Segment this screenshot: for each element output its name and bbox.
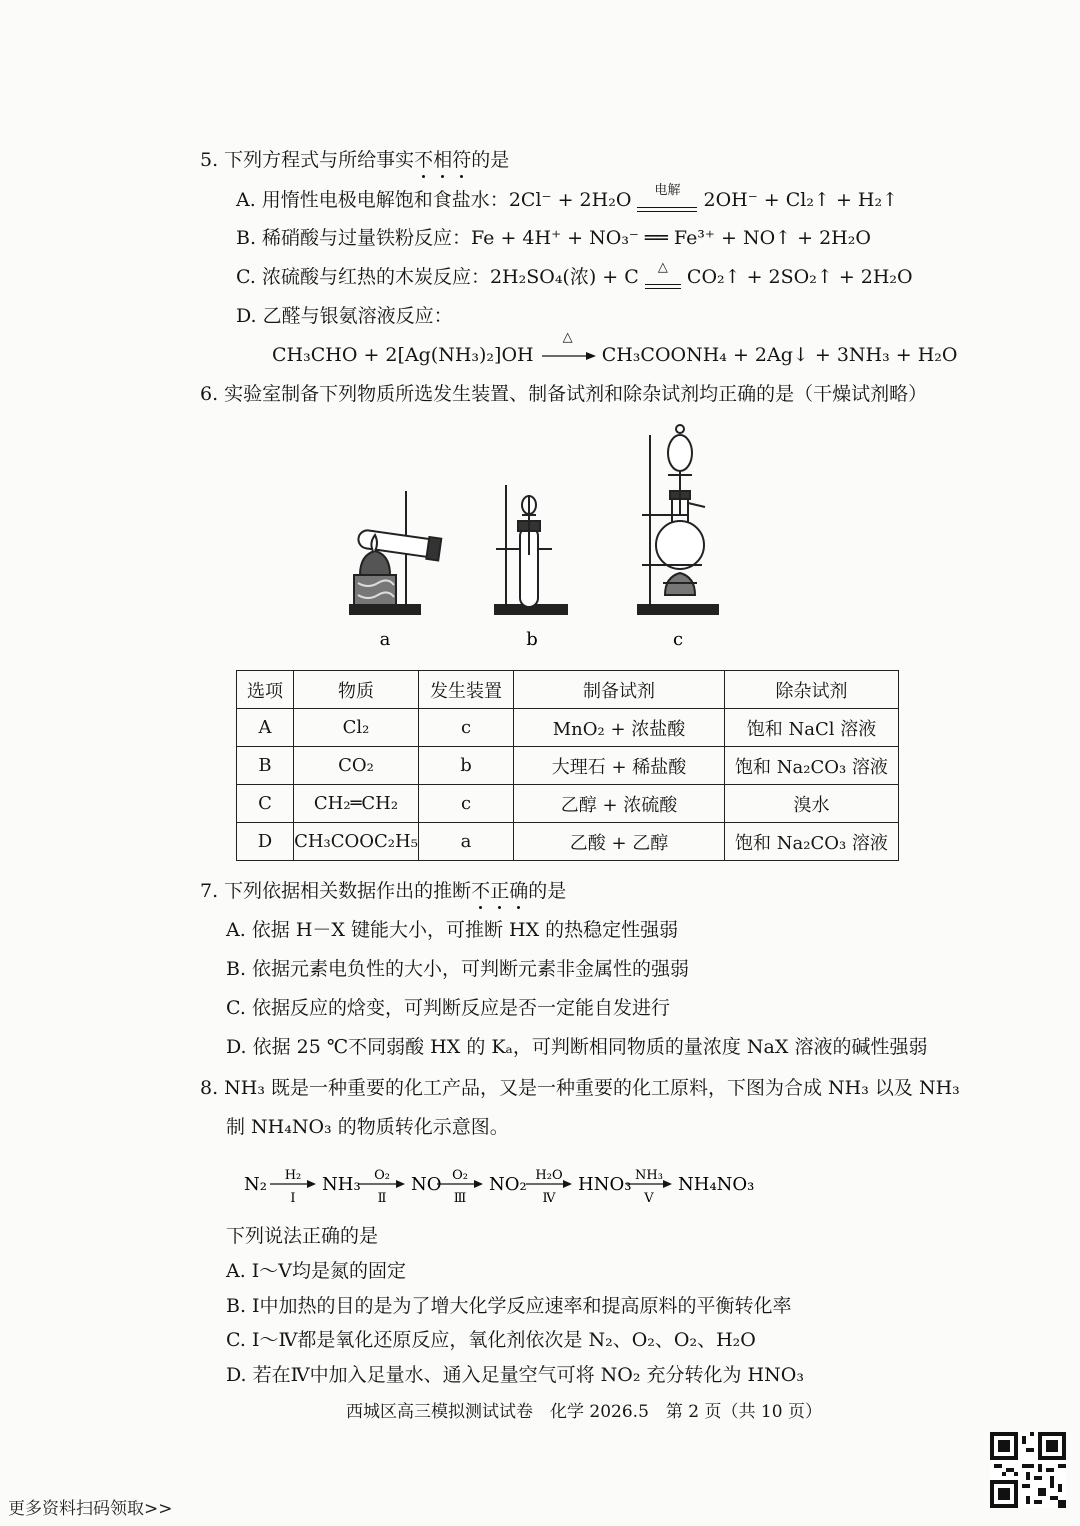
scheme-step-label: Ⅴ (644, 1191, 654, 1206)
table-cell: 乙酸 + 乙醇 (514, 823, 725, 861)
q5-option-a: A. 用惰性电极电解饱和食盐水：2Cl⁻ + 2H₂O 电解 2OH⁻ + Cl₂↑ + H₂↑ (236, 183, 899, 211)
q7-option-a: A. 依据 H－X 键能大小，可推断 HX 的热稳定性强弱 (226, 919, 679, 941)
table-row (237, 785, 899, 823)
q7-option-c: C. 依据反应的焓变，可判断反应是否一定能自发进行 (226, 997, 670, 1019)
scheme-species: NH₃ (322, 1174, 361, 1195)
table-cell: a (419, 823, 514, 861)
q5-c-condition: △ (645, 273, 681, 289)
table-cell: MnO₂ + 浓盐酸 (514, 709, 725, 747)
q5-option-b: B. 稀硝酸与过量铁粉反应：Fe + 4H⁺ + NO₃⁻ ══ Fe³⁺ + NO↑ + 2H₂O (236, 227, 871, 249)
scheme-species: NH₄NO₃ (678, 1174, 755, 1195)
scheme-arrowhead-icon (563, 1180, 572, 1188)
scheme-species: NO (411, 1174, 442, 1195)
table-cell: A (237, 709, 294, 747)
q7-emphasis: 不正确 (471, 880, 529, 902)
q5-option-d: D. 乙醛与银氨溶液反应： (236, 305, 453, 327)
scheme-species: NO₂ (489, 1174, 527, 1195)
table-cell: 大理石 + 稀盐酸 (514, 747, 725, 785)
table-cell: c (419, 785, 514, 823)
q5-d-arrow: △ (540, 343, 596, 367)
scheme-arrowhead-icon (307, 1180, 316, 1188)
apparatus-label-b: b (526, 629, 538, 650)
q7-option-d: D. 依据 25 ℃不同弱酸 HX 的 Kₐ，可判断相同物质的量浓度 NaX 溶液的碱性强弱 (226, 1036, 928, 1058)
table-cell: c (419, 709, 514, 747)
scheme-reagent: O₂ (452, 1168, 468, 1183)
table-cell: D (237, 823, 294, 861)
promo-link[interactable]: 更多资料扫码领取>> (8, 1499, 173, 1519)
q5-option-c: C. 浓硫酸与红热的木炭反应：2H₂SO₄(浓) + C △ CO₂↑ + 2SO₂↑ + 2H₂O (236, 260, 913, 288)
table-cell: 饱和 Na₂CO₃ 溶液 (725, 823, 899, 861)
conversion-scheme (244, 1158, 784, 1206)
qr-code-icon (990, 1432, 1066, 1508)
table-header-row (237, 671, 899, 709)
scheme-arrowhead-icon (474, 1180, 483, 1188)
q7-stem: 7. 下列依据相关数据作出的推断不正确的是 (200, 880, 567, 902)
scheme-reagent: O₂ (374, 1168, 390, 1183)
table-row (237, 823, 899, 861)
scheme-step-label: Ⅱ (377, 1191, 387, 1206)
q6-stem: 6. 实验室制备下列物质所选发生装置、制备试剂和除杂试剂均正确的是（干燥试剂略） (200, 383, 928, 405)
table-header: 发生装置 (419, 671, 514, 709)
scheme-arrowhead-icon (396, 1180, 405, 1188)
q8-option-d: D. 若在Ⅳ中加入足量水、通入足量空气可将 NO₂ 充分转化为 HNO₃ (226, 1364, 804, 1386)
apparatus-b (495, 485, 567, 614)
table-cell: CO₂ (294, 747, 419, 785)
apparatus-a (350, 491, 441, 614)
table-cell: CH₂═CH₂ (294, 785, 419, 823)
table-cell: CH₃COOC₂H₅ (294, 823, 419, 861)
qr-code[interactable] (990, 1432, 1066, 1508)
scheme-step-label: Ⅰ (290, 1191, 296, 1206)
q7-option-b: B. 依据元素电负性的大小，可判断元素非金属性的强弱 (226, 958, 690, 980)
q8-option-c: C. Ⅰ～Ⅳ都是氧化还原反应，氧化剂依次是 N₂、O₂、O₂、H₂O (226, 1329, 756, 1351)
table-cell: B (237, 747, 294, 785)
q5-stem: 5. 下列方程式与所给事实不相符的是 (200, 149, 510, 171)
apparatus-label-c: c (672, 629, 684, 650)
table-row (237, 709, 899, 747)
apparatus-label-a: a (379, 629, 391, 650)
scheme-reagent: NH₃ (635, 1168, 663, 1183)
q8-option-b: B. Ⅰ中加热的目的是为了增大化学反应速率和提高原料的平衡转化率 (226, 1295, 792, 1317)
scheme-reagent: H₂O (535, 1168, 563, 1183)
table-row (237, 747, 899, 785)
q5-emphasis: 不相符 (414, 149, 472, 171)
q8-stem-line1: 8. NH₃ 既是一种重要的化工产品，又是一种重要的化工原料，下图为合成 NH₃ 以及 NH₃ (200, 1077, 960, 1099)
apparatus-c (638, 425, 718, 614)
q8-stem-line2: 制 NH₄NO₃ 的物质转化示意图。 (226, 1116, 509, 1138)
table-header: 物质 (294, 671, 419, 709)
page-footer: 西城区高三模拟测试试卷 化学 2026.5 第 2 页（共 10 页） (346, 1402, 822, 1422)
scheme-step-label: Ⅳ (542, 1191, 556, 1206)
table-cell: 饱和 NaCl 溶液 (725, 709, 899, 747)
scheme-step-label: Ⅲ (453, 1191, 467, 1206)
table-header: 选项 (237, 671, 294, 709)
table-header: 制备试剂 (514, 671, 725, 709)
scheme-species: HNO₃ (578, 1174, 632, 1195)
q5-a-condition: 电解 (637, 196, 697, 212)
q6-options-table (236, 670, 899, 861)
scheme-arrowhead-icon (663, 1180, 672, 1188)
table-cell: 饱和 Na₂CO₃ 溶液 (725, 747, 899, 785)
scheme-species: N₂ (244, 1174, 267, 1195)
table-cell: b (419, 747, 514, 785)
table-header: 除杂试剂 (725, 671, 899, 709)
table-cell: 乙醇 + 浓硫酸 (514, 785, 725, 823)
q5-d-equation: CH₃CHO + 2[Ag(NH₃)₂]OH △ CH₃COONH₄ + 2Ag↓ + 3NH₃ + H₂O (272, 330, 958, 366)
table-cell: 溴水 (725, 785, 899, 823)
apparatus-figure (320, 415, 740, 655)
reaction-arrow-icon (540, 343, 596, 367)
scheme-reagent: H₂ (284, 1168, 302, 1183)
q8-option-a: A. Ⅰ～Ⅴ均是氮的固定 (226, 1260, 407, 1282)
table-cell: C (237, 785, 294, 823)
table-cell: Cl₂ (294, 709, 419, 747)
q8-prompt: 下列说法正确的是 (226, 1225, 379, 1247)
